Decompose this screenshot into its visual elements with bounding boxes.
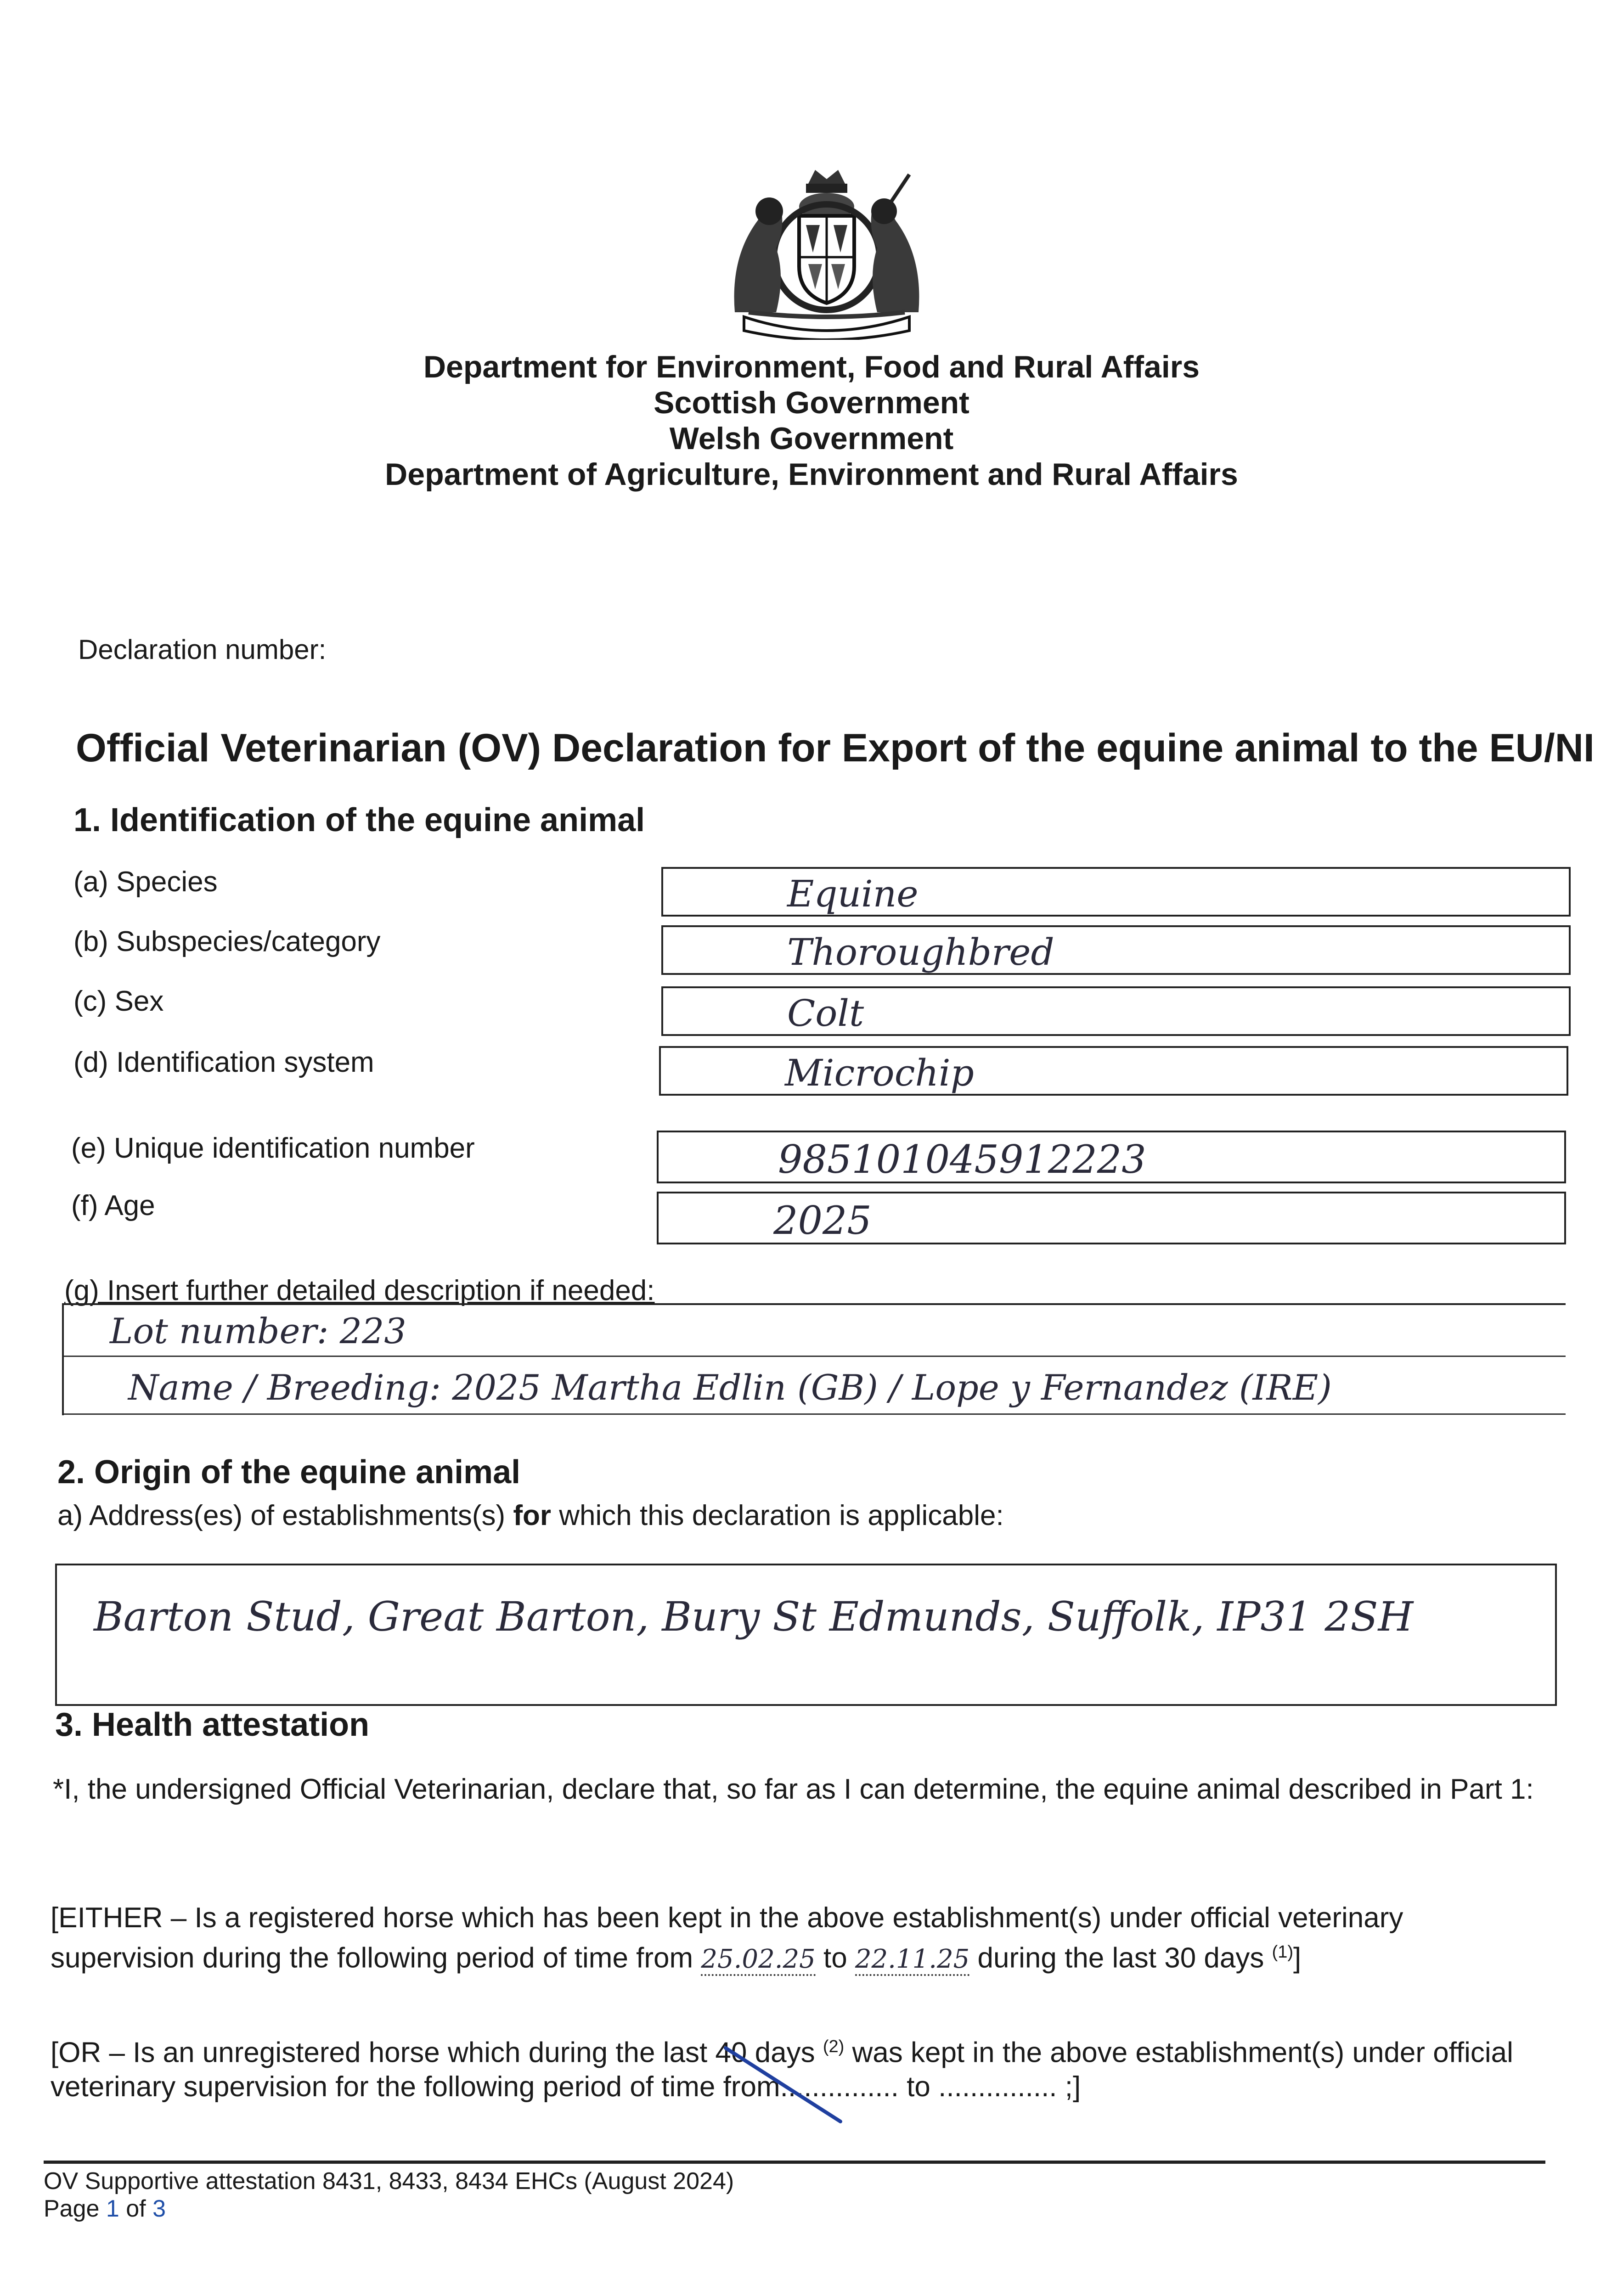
species-label: (a) Species [73,866,218,898]
of-word: of [119,2195,153,2222]
subspecies-label: (b) Subspecies/category [73,926,381,957]
sex-value: Colt [787,992,864,1035]
address-field[interactable] [55,1564,1557,1706]
address-label-bold: for [513,1500,552,1531]
footer-reference: OV Supportive attestation 8431, 8433, 8434 EHCs (August 2024) [44,2168,734,2195]
royal-coat-of-arms-crest [716,165,937,340]
department-name: Scottish Government [654,385,969,420]
further-description-box[interactable] [62,1303,1566,1415]
department-name: Welsh Government [669,421,954,456]
identification-system-label: (d) Identification system [73,1047,374,1078]
either-text: ] [1293,1942,1302,1974]
either-from-date[interactable]: 25.02.25 [701,1944,815,1976]
either-clause-line-1: [EITHER – Is a registered horse which has been kept in the above establishment(s) under official veterinary [51,1902,1403,1934]
sex-label: (c) Sex [73,985,164,1017]
department-name: Department for Environment, Food and Rural Affairs [423,349,1200,384]
strike-through-mark [716,2039,854,2131]
unique-id-field[interactable] [657,1131,1566,1183]
or-clause-line-2: veterinary supervision for the following period of time from............... to ............... ;] [51,2071,1081,2103]
either-text: to [815,1942,855,1974]
department-name: Department of Agriculture, Environment and Rural Affairs [385,457,1238,492]
address-label-text: a) Address(es) of establishments(s) [57,1500,513,1531]
address-label-text: which this declaration is applicable: [551,1500,1004,1531]
footnote-ref: (1) [1272,1942,1294,1962]
further-description-line-2: Name / Breeding: 2025 Martha Edlin (GB) / Lope y Fernandez (IRE) [128,1367,1332,1408]
either-clause-line-2 [51,1935,1566,1976]
address-label [57,1499,1004,1532]
footer [44,2167,734,2223]
page-number: 1 [106,2195,119,2222]
either-text: supervision during the following period of time from [51,1942,701,1974]
declaration-number-label: Declaration number: [78,634,327,665]
species-value: Equine [787,872,919,915]
address-value: Barton Stud, Great Barton, Bury St Edmunds, Suffolk, IP31 2SH [94,1593,1414,1640]
or-text: was kept in the above establishment(s) under official [844,2037,1513,2069]
age-label: (f) Age [71,1190,155,1221]
page-word: Page [44,2195,106,2222]
either-to-date[interactable]: 22.11.25 [855,1944,969,1976]
footnote-ref: (2) [823,2037,845,2056]
identification-system-field[interactable] [659,1046,1568,1096]
writing-line [64,1356,1566,1357]
unique-id-label: (e) Unique identification number [71,1132,475,1164]
section-3-heading: 3. Health attestation [55,1706,370,1743]
age-value: 2025 [773,1198,872,1243]
attestation-intro: *I, the undersigned Official Veterinarian, declare that, so far as I can determine, the equine animal described in Part 1: [53,1773,1534,1805]
sex-field[interactable] [661,986,1571,1036]
footer-rule [44,2161,1545,2164]
department-header [0,349,1623,492]
or-text: [OR – Is an unregistered horse which during the last 40 days [51,2037,823,2069]
subspecies-field[interactable] [661,925,1571,975]
identification-system-value: Microchip [785,1052,974,1094]
page-indicator [44,2195,734,2223]
subspecies-value: Thoroughbred [787,931,1054,974]
further-description-label: (g) Insert further detailed description if needed: [64,1275,655,1306]
age-field[interactable] [657,1192,1566,1244]
writing-line [64,1413,1566,1415]
unique-id-value: 985101045912223 [778,1137,1146,1182]
species-field[interactable] [661,867,1571,917]
document-title: Official Veterinarian (OV) Declaration for Export of the equine animal to the EU/NI [76,726,1595,770]
section-1-heading: 1. Identification of the equine animal [73,802,645,838]
either-clause [51,1901,1566,1976]
further-description-line-1: Lot number: 223 [110,1311,406,1351]
page-total: 3 [152,2195,166,2222]
either-text: during the last 30 days [969,1942,1272,1974]
section-2-heading: 2. Origin of the equine animal [57,1454,521,1491]
